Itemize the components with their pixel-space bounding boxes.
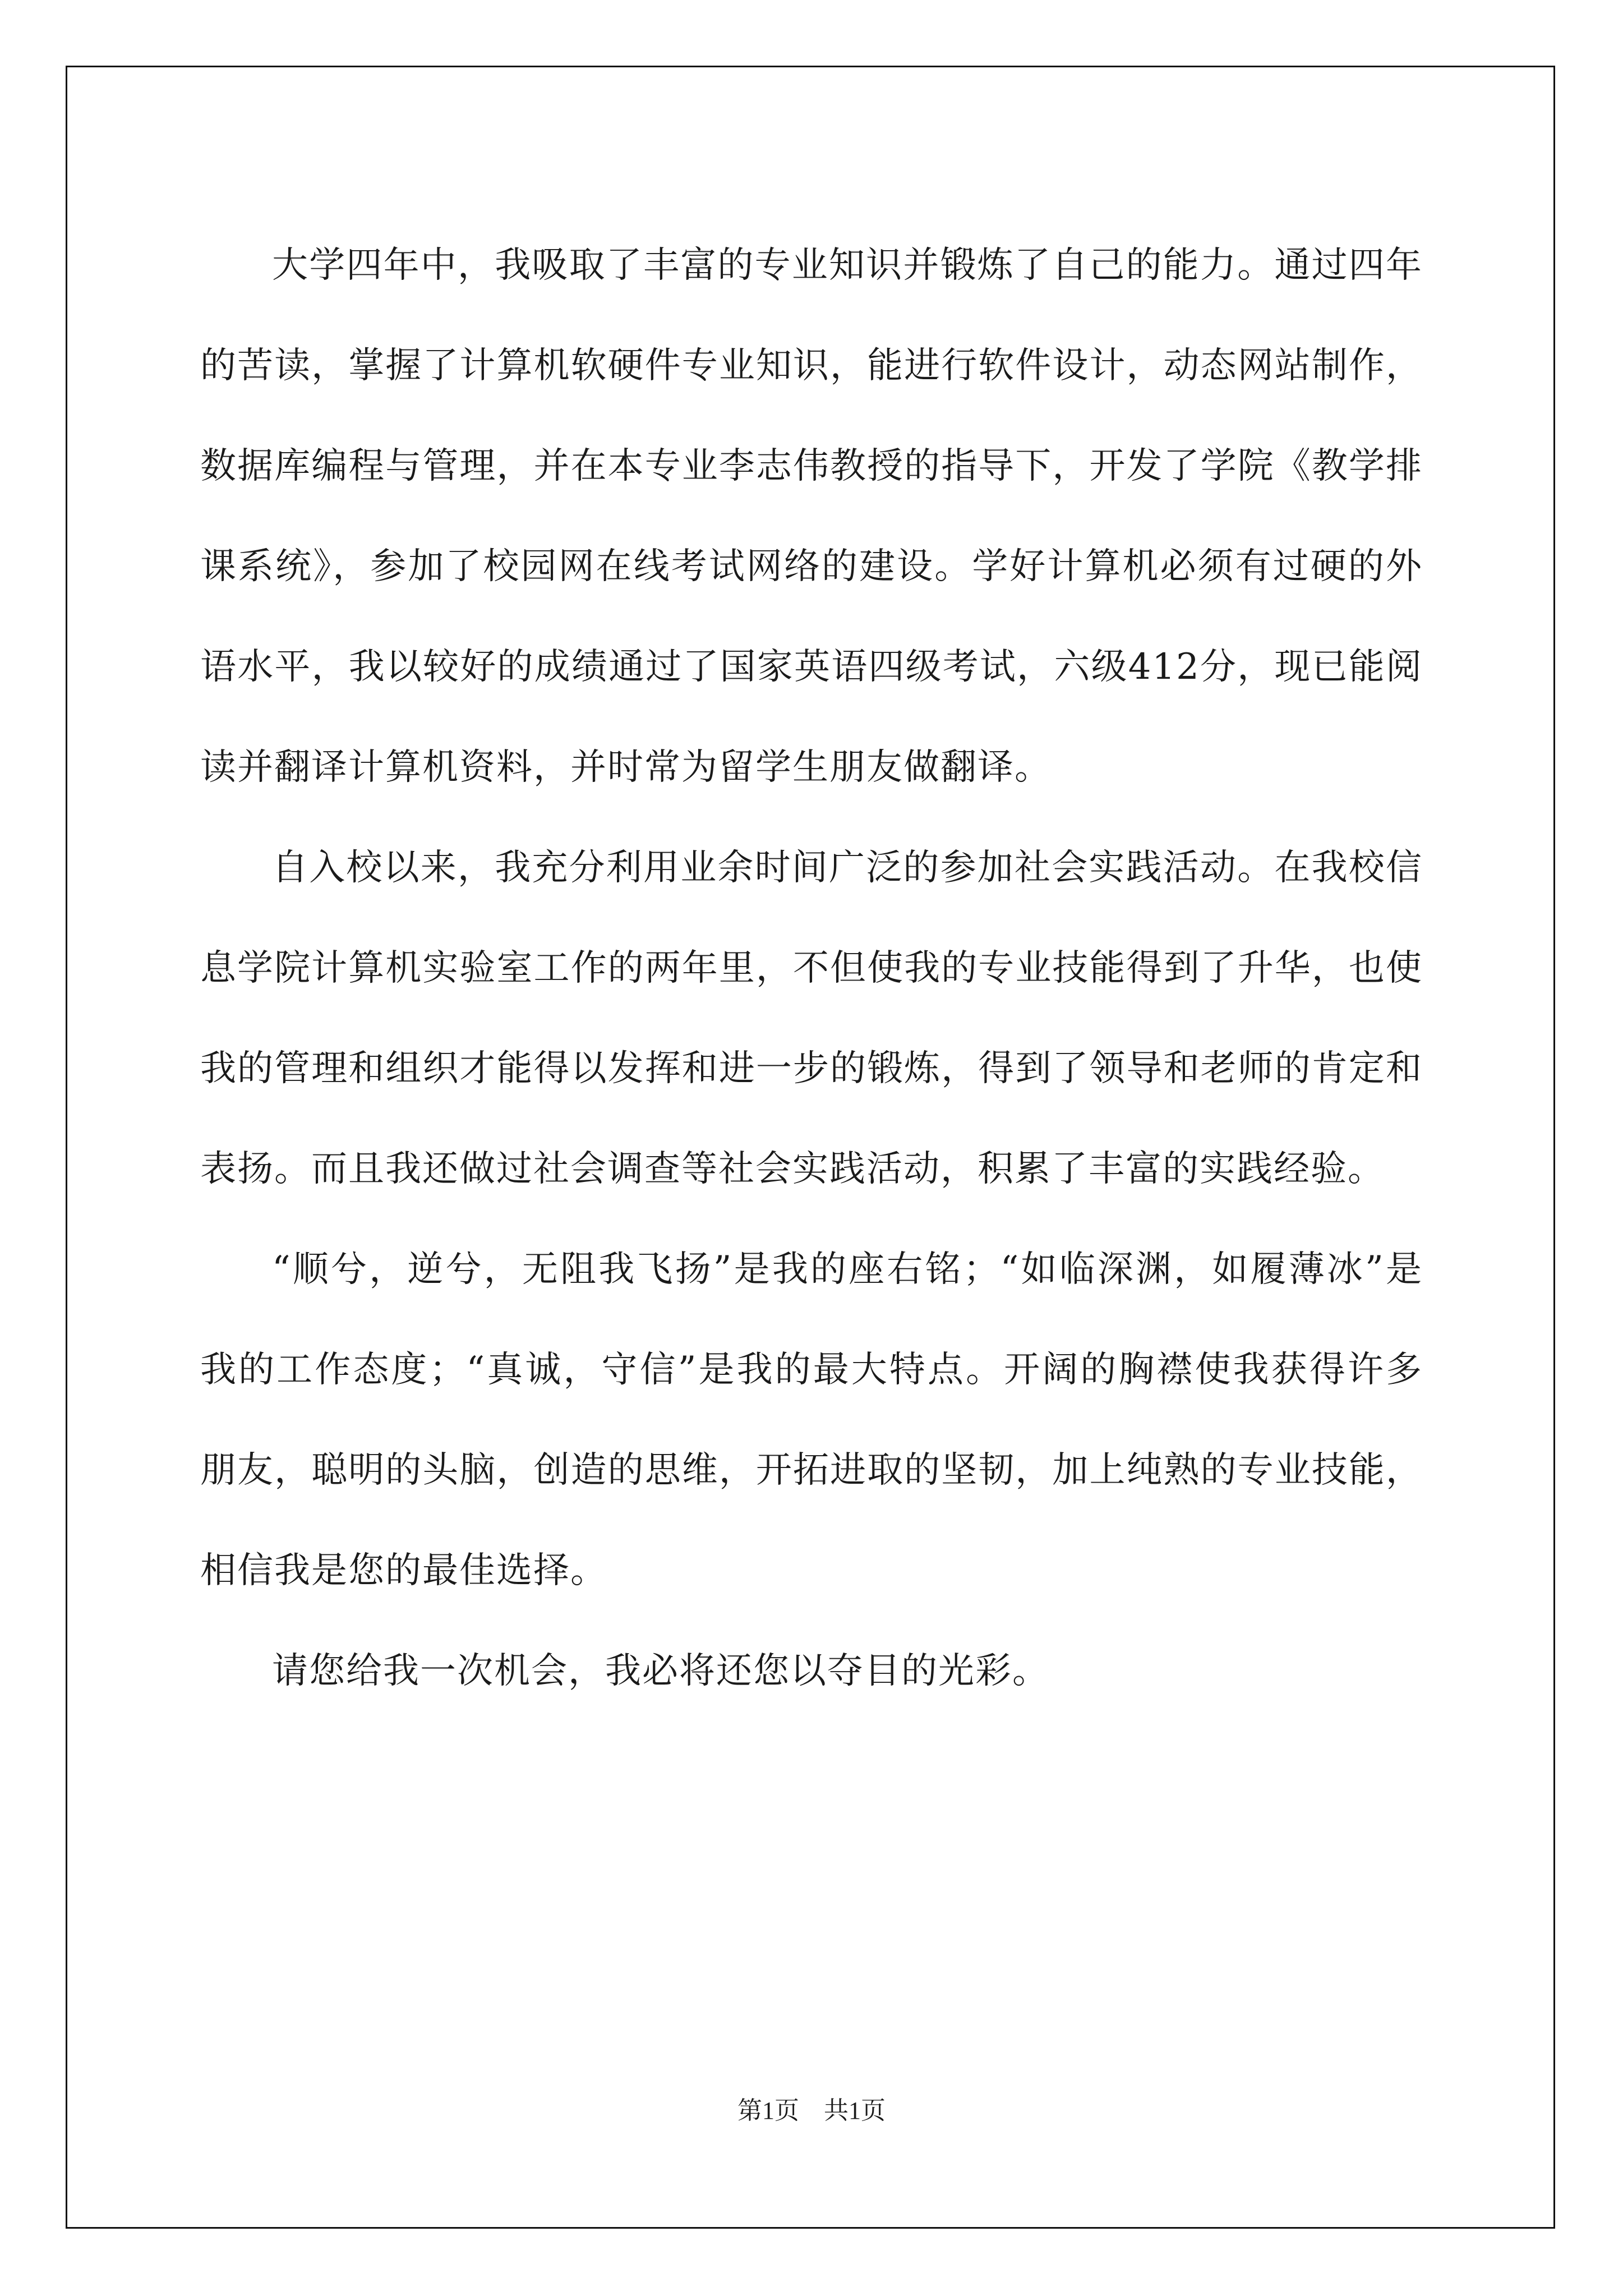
paragraph-4: 请您给我一次机会，我必将还您以夺目的光彩。 xyxy=(272,1650,1049,1692)
paragraph-3: “顺兮，逆兮，无阻我飞扬”是我的座右铭；“如临深渊，如履薄冰”是我的工作态度；“真诚，守信”是我的最大特点。开阔的胸襟使我获得许多朋友，聪明的头脑，创造的思维，开拓进取的坚韧，加上纯熟的专业技能，相信我是您的最佳选择。 xyxy=(200,1249,1423,1591)
page-number-footer: 第1页 共1页 xyxy=(737,2097,886,2124)
paragraph-1: 大学四年中，我吸取了丰富的专业知识并锻炼了自己的能力。通过四年的苦读，掌握了计算机软硬件专业知识，能进行软件设计，动态网站制作，数据库编程与管理，并在本专业李志伟教授的指导下，开发了学院《教学排课系统》，参加了校园网在线考试网络的建设。学好计算机必须有过硬的外语水平，我以较好的成绩通过了国家英语四级考试，六级412分，现已能阅读并翻译计算机资料，并时常为留学生朋友做翻译。 xyxy=(200,245,1423,788)
document-body xyxy=(200,215,1423,1722)
paragraph-2: 自入校以来，我充分利用业余时间广泛的参加社会实践活动。在我校信息学院计算机实验室工作的两年里，不但使我的专业技能得到了升华，也使我的管理和组织才能得以发挥和进一步的锻炼，得到了领导和老师的肯定和表扬。而且我还做过社会调查等社会实践活动，积累了丰富的实践经验。 xyxy=(200,847,1423,1190)
